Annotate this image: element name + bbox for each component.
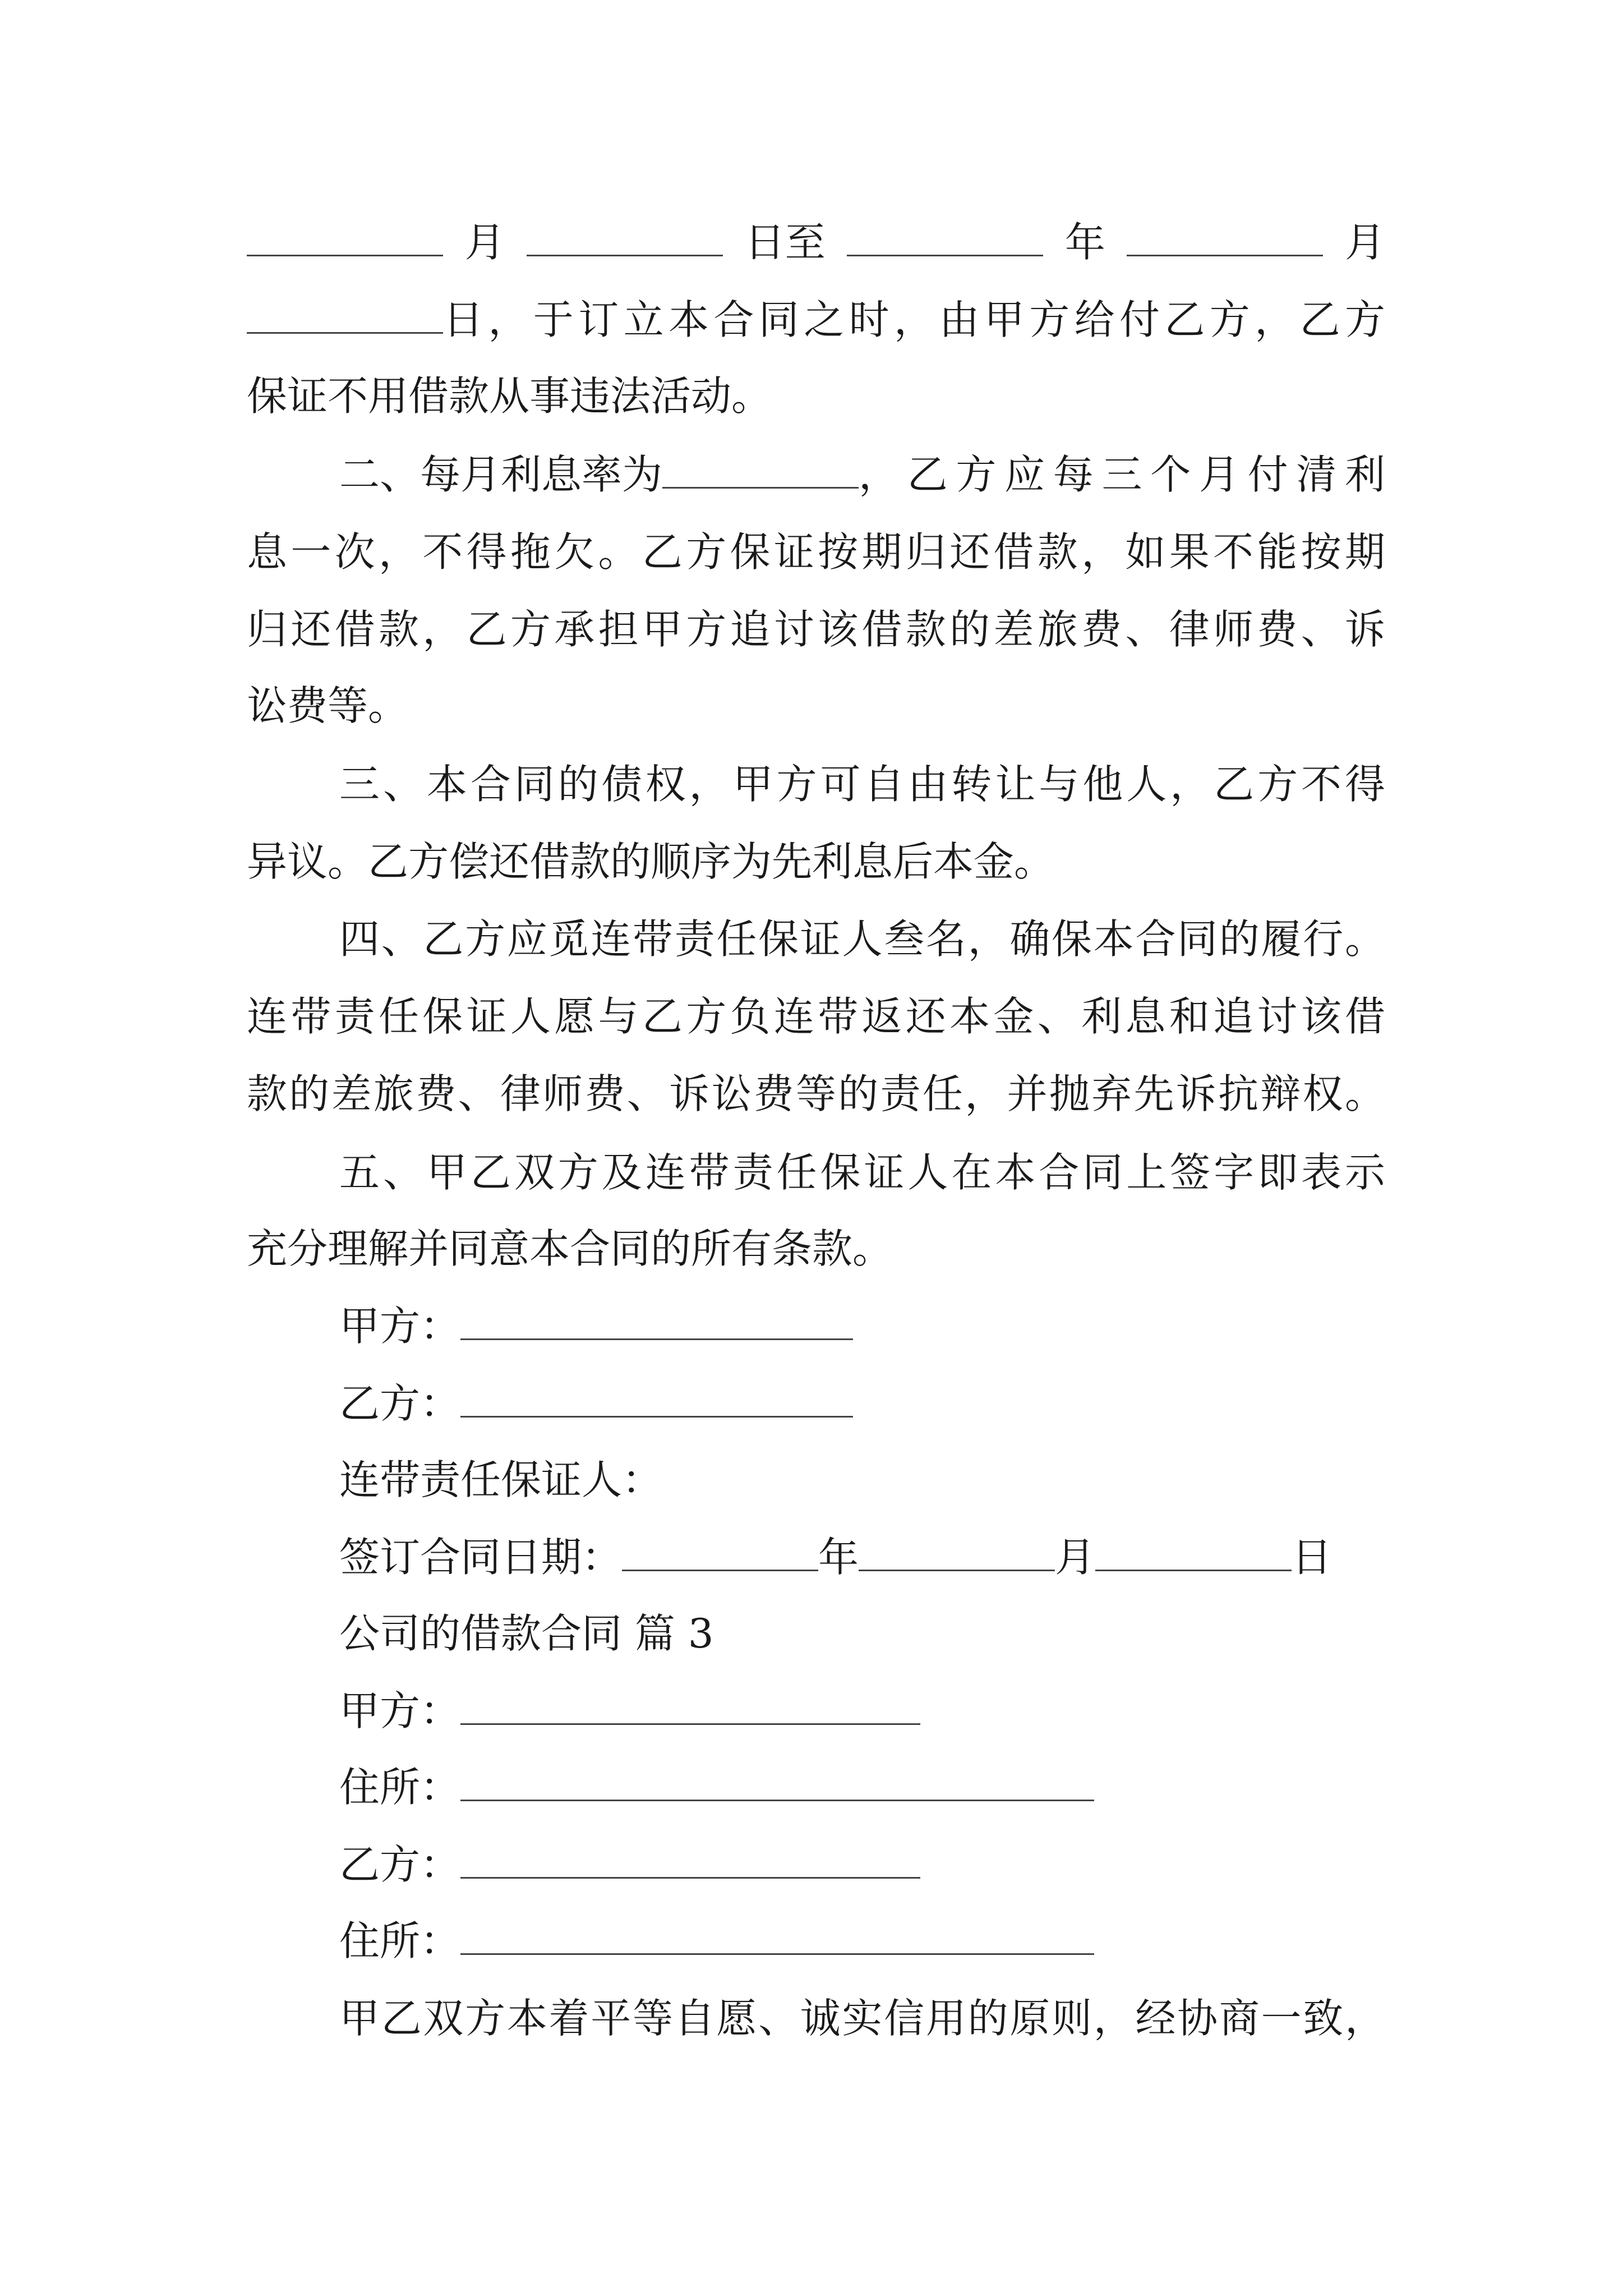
party-a-blank [460,1683,920,1725]
party-a-label: 甲方： [339,1303,461,1350]
party-a-blank [460,1298,853,1340]
paragraph-text: 息一次，不得拖欠。乙方保证按期归还借款，如果不能按期 [247,528,1385,576]
paragraph-text: 五、甲乙双方及连带责任保证人在本合同上签字即表示 [339,1149,1385,1196]
sign-date-line [339,1524,1385,1591]
paragraph-text: 三、本合同的债权，甲方可自由转让与他人，乙方不得 [339,761,1385,808]
blank-field [622,1529,818,1571]
paragraph-text: 异议。乙方偿还借款的顺序为先利息后本金。 [247,838,1055,885]
address-a-line [339,1754,1385,1821]
blank-field [247,214,443,256]
paragraph-text: 甲乙双方本着平等自愿、诚实信用的原则，经协商一致， [339,1995,1385,2042]
text-month: 月 [464,219,505,266]
paragraph-text: 保证不用借款从事违法活动。 [247,372,772,420]
paragraph-text: ，乙方应每三个月付清利 [859,451,1385,498]
party-b-label: 乙方： [339,1380,461,1427]
text-day: 日 [1292,1534,1332,1581]
party-a-label: 甲方： [339,1687,461,1734]
paragraph-text: 款的差旅费、律师费、诉讼费等的责任，并抛弃先诉抗辩权。 [247,1070,1385,1117]
party-b-blank [460,1375,853,1418]
party-b-label: 乙方： [339,1841,461,1888]
party-b-signature-line [339,1370,1385,1437]
text-day-to: 日至 [744,219,826,266]
blank-field [847,214,1043,256]
paragraph-text: 二、每月利息率为 [339,451,663,498]
paragraph-text: 充分理解并同意本合同的所有条款。 [247,1225,893,1272]
section-title: 公司的借款合同 篇 3 [339,1610,714,1657]
blank-field [1127,214,1323,256]
interest-line [339,441,1385,508]
sign-date-label: 签订合同日期： [339,1534,623,1581]
blank-field [1095,1529,1292,1571]
party-a-line [339,1677,1385,1745]
paragraph-text: 讼费等。 [247,682,409,729]
blank-field [527,214,723,256]
address-b-line [339,1907,1385,1975]
party-b-blank [460,1837,920,1879]
address-b-blank [460,1913,1094,1955]
address-a-label: 住所： [339,1764,461,1811]
text-year: 年 [818,1534,859,1581]
guarantor-label: 连带责任保证人： [339,1456,663,1503]
paragraph-text: 日，于订立本合同之时，由甲方给付乙方，乙方 [443,296,1385,343]
date-range-line [247,209,1385,276]
address-b-label: 住所： [339,1917,461,1964]
address-a-blank [460,1759,1094,1801]
paragraph-text: 连带责任保证人愿与乙方负连带返还本金、利息和追讨该借 [247,993,1385,1040]
text-month-end: 月 [1344,219,1385,266]
text-year: 年 [1064,219,1105,266]
blank-field [247,292,443,334]
party-a-signature-line [339,1292,1385,1360]
party-b-line [339,1831,1385,1898]
blank-field [859,1529,1055,1571]
paragraph-text: 四、乙方应觅连带责任保证人叁名，确保本合同的履行。 [339,915,1385,963]
payment-line [247,286,1385,353]
text-month: 月 [1055,1534,1096,1581]
blank-field [662,447,859,489]
paragraph-text: 归还借款，乙方承担甲方追讨该借款的差旅费、律师费、诉 [247,606,1385,653]
